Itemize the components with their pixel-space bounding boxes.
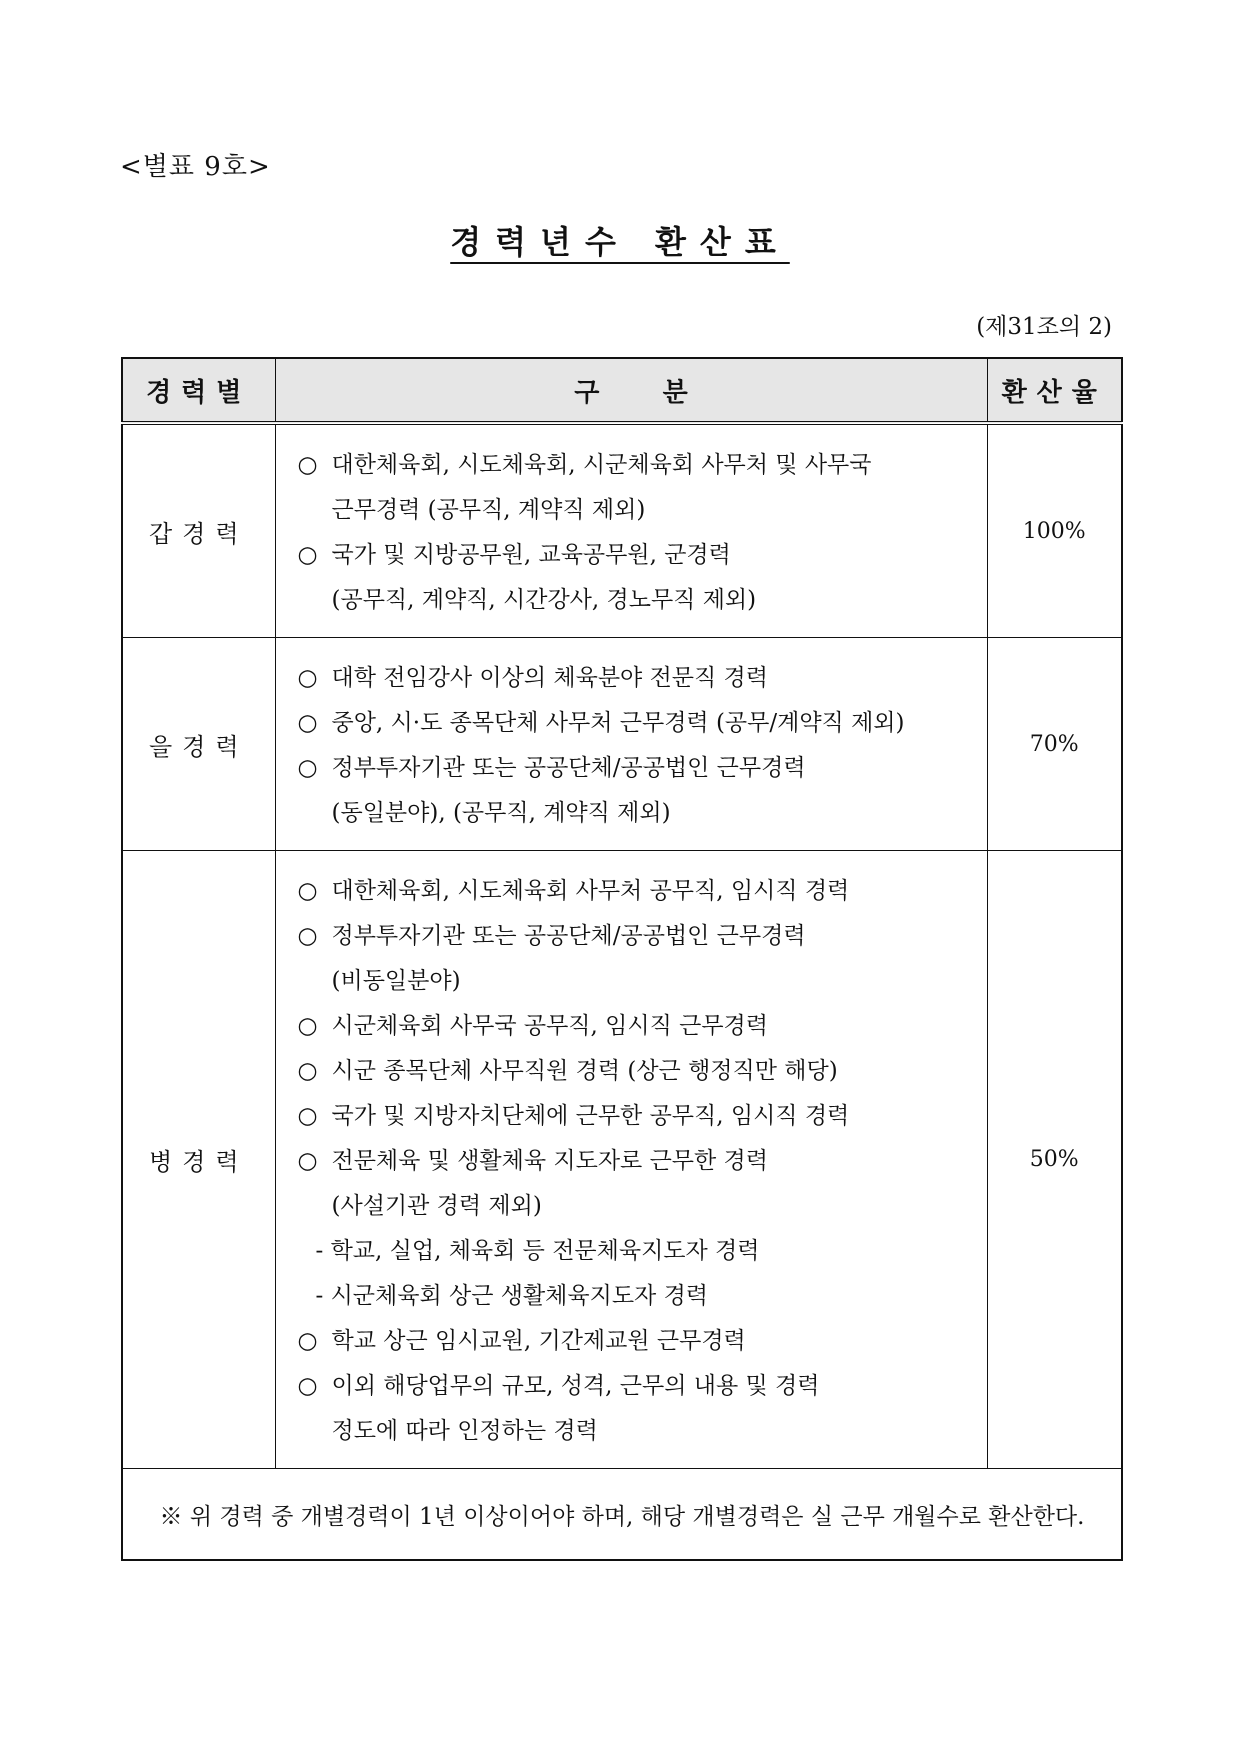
header-conversion-rate: 환산율 bbox=[987, 358, 1122, 423]
header-career-type: 경력별 bbox=[122, 358, 275, 423]
list-item bbox=[298, 443, 975, 488]
list-item-continuation: 정도에 따라 인정하는 경력 bbox=[331, 1418, 598, 1444]
footnote: ※ 위 경력 중 개별경력이 1년 이상이어야 하며, 해당 개별경력은 실 근무 개월수로 환산한다. bbox=[122, 1469, 1122, 1561]
table-body bbox=[122, 423, 1122, 1469]
table-header-row bbox=[122, 358, 1122, 423]
bullet-circle-icon: ○ bbox=[297, 1328, 318, 1354]
footnote-row bbox=[122, 1469, 1122, 1561]
list-item-continuation: (사설기관 경력 제외) bbox=[331, 1193, 542, 1219]
bullet-circle-icon: ○ bbox=[297, 923, 318, 949]
bullet-circle-icon: ○ bbox=[297, 1103, 318, 1129]
sub-item: - 시군체육회 상근 생활체육지도자 경력 bbox=[315, 1283, 709, 1309]
table-row bbox=[122, 423, 1122, 638]
article-reference: (제31조의 2) bbox=[976, 314, 1112, 340]
career-category: 갑경력 bbox=[122, 423, 275, 638]
list-item bbox=[298, 1004, 975, 1049]
list-item-text: 정부투자기관 또는 공공단체/공공법인 근무경력 bbox=[331, 755, 806, 781]
list-item bbox=[298, 1049, 975, 1094]
document-title bbox=[0, 217, 1240, 263]
list-item-text: 시군체육회 사무국 공무직, 임시직 근무경력 bbox=[331, 1013, 768, 1039]
header-category: 구 분 bbox=[275, 358, 987, 423]
list-item-continuation: 근무경력 (공무직, 계약직 제외) bbox=[331, 497, 646, 523]
bullet-circle-icon: ○ bbox=[297, 1148, 318, 1174]
bullet-circle-icon: ○ bbox=[297, 542, 318, 568]
list-item bbox=[298, 533, 975, 578]
career-items bbox=[275, 638, 987, 851]
table-row bbox=[122, 638, 1122, 851]
list-item-continuation: (동일분야), (공무직, 계약직 제외) bbox=[331, 800, 671, 826]
career-items bbox=[275, 423, 987, 638]
list-item bbox=[298, 1319, 975, 1364]
list-item bbox=[298, 1094, 975, 1139]
sub-item: - 학교, 실업, 체육회 등 전문체육지도자 경력 bbox=[315, 1238, 760, 1264]
list-item bbox=[298, 1364, 975, 1409]
bullet-circle-icon: ○ bbox=[297, 710, 318, 736]
bullet-circle-icon: ○ bbox=[297, 452, 318, 478]
list-item bbox=[298, 701, 975, 746]
list-item-text: 국가 및 지방공무원, 교육공무원, 군경력 bbox=[331, 542, 731, 568]
list-item bbox=[298, 914, 975, 959]
appendix-label: <별표 9호> bbox=[120, 152, 271, 182]
list-item-text: 중앙, 시·도 종목단체 사무처 근무경력 (공무/계약직 제외) bbox=[331, 710, 905, 736]
list-item-continuation: (비동일분야) bbox=[331, 968, 461, 994]
list-item-text: 이외 해당업무의 규모, 성격, 근무의 내용 및 경력 bbox=[331, 1373, 820, 1399]
list-item bbox=[298, 1139, 975, 1184]
list-item-text: 시군 종목단체 사무직원 경력 (상근 행정직만 해당) bbox=[331, 1058, 838, 1084]
list-item-text: 대한체육회, 시도체육회, 시군체육회 사무처 및 사무국 bbox=[331, 452, 872, 478]
bullet-circle-icon: ○ bbox=[297, 1058, 318, 1084]
bullet-circle-icon: ○ bbox=[297, 878, 318, 904]
bullet-circle-icon: ○ bbox=[297, 1013, 318, 1039]
list-item bbox=[298, 746, 975, 791]
list-item-continuation: (공무직, 계약직, 시간강사, 경노무직 제외) bbox=[331, 587, 757, 613]
career-category: 을경력 bbox=[122, 638, 275, 851]
list-item-text: 학교 상근 임시교원, 기간제교원 근무경력 bbox=[331, 1328, 746, 1354]
list-item-text: 국가 및 지방자치단체에 근무한 공무직, 임시직 경력 bbox=[331, 1103, 850, 1129]
conversion-rate: 70% bbox=[987, 638, 1122, 851]
bullet-circle-icon: ○ bbox=[297, 1373, 318, 1399]
list-item bbox=[298, 656, 975, 701]
list-item bbox=[298, 869, 975, 914]
career-category: 병경력 bbox=[122, 851, 275, 1469]
conversion-rate: 50% bbox=[987, 851, 1122, 1469]
career-items bbox=[275, 851, 987, 1469]
career-conversion-table bbox=[121, 357, 1123, 1561]
conversion-rate: 100% bbox=[987, 423, 1122, 638]
bullet-circle-icon: ○ bbox=[297, 665, 318, 691]
list-item-text: 전문체육 및 생활체육 지도자로 근무한 경력 bbox=[331, 1148, 768, 1174]
list-item-text: 대한체육회, 시도체육회 사무처 공무직, 임시직 경력 bbox=[331, 878, 850, 904]
list-item-text: 대학 전임강사 이상의 체육분야 전문직 경력 bbox=[331, 665, 768, 691]
document-title-text: 경력년수 환산표 bbox=[450, 223, 790, 261]
table-row bbox=[122, 851, 1122, 1469]
list-item-text: 정부투자기관 또는 공공단체/공공법인 근무경력 bbox=[331, 923, 806, 949]
bullet-circle-icon: ○ bbox=[297, 755, 318, 781]
